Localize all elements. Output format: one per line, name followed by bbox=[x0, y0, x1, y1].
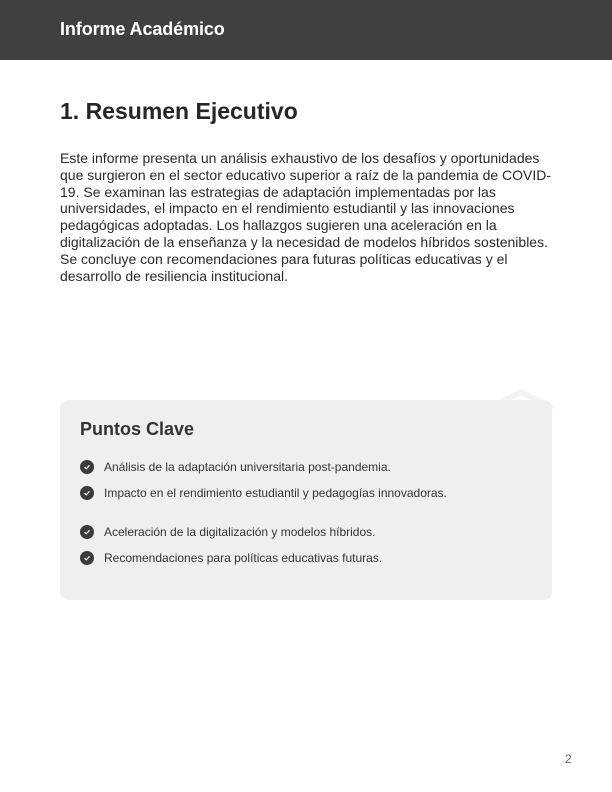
page-number: 2 bbox=[565, 752, 572, 766]
page-header bbox=[0, 0, 612, 60]
key-point-text: Análisis de la adaptación universitaria post-pandemia. bbox=[104, 460, 391, 474]
key-point-item bbox=[80, 550, 382, 566]
report-title: Informe Académico bbox=[60, 19, 225, 39]
executive-summary-text: Este informe presenta un análisis exhaustivo de los desafíos y oportunidades que surgieron en el sector educativo superior a raíz de la pandemia de COVID-19. Se examinan las estrategias de adaptación implementadas por las universidades, el impacto en el rendimiento estudiantil y las innovaciones pedagógicas adoptadas. Los hallazgos sugieren una aceleración en la digitalización de la enseñanza y la necesidad de modelos híbridos sostenibles. Se concluye con recomendaciones para futuras políticas educativas y el desarrollo de resiliencia institucional. bbox=[60, 150, 552, 284]
check-circle-icon bbox=[80, 460, 94, 474]
key-points-card bbox=[60, 400, 552, 600]
check-circle-icon bbox=[80, 551, 94, 565]
check-circle-icon bbox=[80, 525, 94, 539]
key-point-text: Impacto en el rendimiento estudiantil y pedagogías innovadoras. bbox=[104, 486, 447, 500]
key-point-item bbox=[80, 459, 391, 475]
key-point-text: Aceleración de la digitalización y modelos híbridos. bbox=[104, 525, 376, 539]
key-point-item bbox=[80, 524, 375, 540]
section-title: 1. Resumen Ejecutivo bbox=[60, 98, 298, 124]
key-points-title: Puntos Clave bbox=[80, 419, 195, 439]
key-point-text: Recomendaciones para políticas educativas futuras. bbox=[104, 551, 383, 565]
check-circle-icon bbox=[80, 486, 94, 500]
key-point-item bbox=[80, 485, 447, 501]
